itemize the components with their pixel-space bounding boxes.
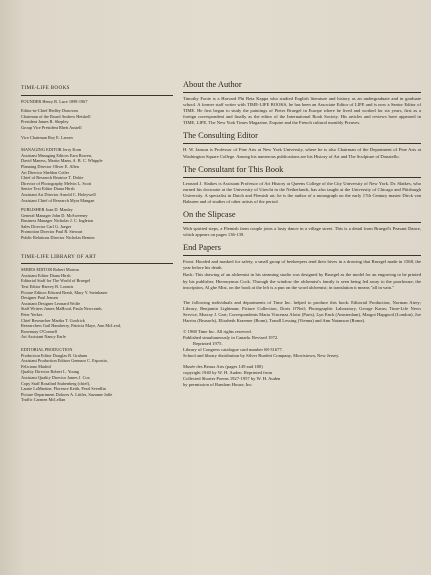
copyright-line: Published simultaneously in Canada. Revised 1972. — [183, 335, 279, 341]
staff-line: Promotion Director Paul R. Stewart — [21, 229, 83, 235]
staff-line: Group Vice President Rhett Austell — [21, 124, 82, 130]
divider — [21, 95, 173, 96]
section-title: The Consultant for This Book — [183, 164, 284, 174]
staff-line: Public Relations Director Nicholas Benton — [21, 235, 95, 241]
credit-line: copyright 1940 by W. H. Auden. Reprinted from — [183, 369, 273, 375]
staff-line: Rosemary O'Connell — [21, 328, 57, 334]
staff-line: Peter Yerkes — [21, 312, 43, 317]
staff-line: Traffic Carmen McLellan — [21, 397, 66, 403]
consultant-section — [183, 165, 421, 205]
staff-group — [21, 347, 173, 403]
credits-column — [21, 86, 173, 403]
staff-group — [21, 147, 173, 203]
copyright-line: © 1968 Time Inc. All rights reserved. — [183, 329, 252, 335]
staff-line: Sales Director Carl G. Jaeger — [21, 223, 72, 229]
staff-group — [21, 267, 173, 340]
staff-line: President James R. Shepley — [21, 119, 69, 125]
copyright-line: Library of Congress catalogue card number 68-31677. — [183, 347, 283, 353]
staff-line: Copy Staff Rosalind Stubenberg (chief), — [21, 380, 91, 386]
staff-line: Senior Text Editor Diana Hirsh — [21, 186, 75, 192]
staff-line: MANAGING EDITOR Jerry Korn — [21, 147, 82, 153]
staff-line: Assistant Editor Diana Hirsh — [21, 272, 71, 278]
divider — [183, 92, 421, 93]
staff-line: Chairman of the Board Andrew Heiskell — [21, 113, 91, 119]
time-life-books-heading: TIME-LIFE BOOKS — [21, 85, 70, 91]
copyright-line: Reprinted 1975. — [193, 341, 223, 347]
end-papers-section — [183, 243, 421, 290]
staff-line: Chief of Research Beatrice T. Dobie — [21, 175, 84, 181]
credit-line: Collected Shorter Poems 1927-1957 by W. H. Auden — [183, 375, 281, 381]
staff-line: Production Editor Douglas B. Graham — [21, 352, 87, 358]
staff-line: Feliciano Madrid — [21, 363, 51, 369]
staff-line: Business Manager Nicholas J. C. Ingleton — [21, 218, 94, 224]
staff-line: Picture Department Dolores A. Littles, Suzanne Jaffe — [21, 391, 113, 397]
staff-group — [21, 207, 173, 241]
section-title: About the Author — [183, 80, 242, 89]
staff-line: EDITORIAL PRODUCTION — [21, 346, 73, 352]
divider — [183, 177, 421, 178]
staff-line: Researchers Gail Hansberry, Patricia Maye, Ann McLeod, — [21, 323, 122, 329]
credit-line: Musée des Beaux Arts (pages 149 and 180) — [183, 363, 263, 369]
staff-line: Assistant Designer Leonard Wolfe — [21, 300, 81, 306]
staff-line: Editorial Staff for The World of Bruegel — [21, 278, 91, 284]
staff-line: Assistant Quality Director James J. Cox — [21, 374, 90, 380]
slipcase-section — [183, 210, 421, 238]
staff-line: Assistant Managing Editors Ezra Bowen, — [21, 152, 93, 158]
staff-line: Assistant Chief of Research Myra Mangan — [21, 197, 95, 203]
staff-line: Designer Paul Jensen — [21, 295, 58, 301]
section-text: Timothy Foote is a Harvard Phi Beta Kappa who studied English literature and history as an undergraduate and in graduate school. A former staff writer with TIME-LIFE BOOKS, he has been an Associate Editor of LIFE and is now a Senior Editor of TIME. He first began to study the paintings of Pieter Bruegel in Europe where he lived and worked for six years, first as a foreign correspondent and finally as the editor of the International Book Society. His articles and reviews have appeared in TIME, LIFE, The New York Times Magazine, Esquire and the French cultural monthly Preuves. — [183, 96, 421, 126]
staff-line: Chief Researcher Martha T. Goolrick — [21, 317, 85, 323]
library-of-art-staff — [21, 267, 173, 403]
staff-line: Vice Chairman Roy E. Larsen — [21, 134, 73, 140]
staff-line: Assistant Production Editors Gennaro C. Esposito, — [21, 358, 109, 364]
section-title: End Papers — [183, 243, 221, 253]
copyright-block — [183, 329, 421, 359]
staff-line: SERIES EDITOR Robert Morton — [21, 267, 79, 273]
about-author-section — [183, 80, 421, 126]
end-papers-front: Front: Hooded and masked for safety, a small group of beekeepers tend their hives in a drawing that Bruegel made in 1568, the year before his death. — [183, 259, 421, 271]
staff-line: Text Editor Harvey B. Loomis — [21, 284, 74, 290]
staff-line: PUBLISHER Joan D. Manley — [21, 207, 73, 213]
end-papers-back: Back: This drawing of an alchemist in his steaming studio was designed by Bruegel as the model for an engraving to be printed by his publisher, Hieronymus Cock. Through the window the alchemist's family is seen being led away to the poorhouse; the inscription, Al ghe Mist, on the book at the left is a pun on the word alchemist; in translation it means "all in vain." — [183, 272, 421, 290]
staff-line: Editor-in-Chief Hedley Donovan — [21, 108, 78, 114]
divider — [21, 263, 173, 264]
staff-line: Picture Editors Edward Brash, Mary Y. Steinbauer — [21, 289, 108, 295]
credit-line: by permission of Random House, Inc. — [183, 381, 253, 387]
section-text: With spirited steps, a Flemish farm couple joins a lusty dance in a village street. This is a detail from Bruegel's Peasant Dance, which appears on pages 136-139. — [183, 226, 421, 238]
section-title: The Consulting Editor — [183, 131, 258, 141]
staff-line: Art Director Sheldon Cotler — [21, 169, 70, 175]
staff-line: FOUNDER Henry R. Luce 1898-1967 — [21, 98, 88, 104]
divider — [183, 222, 421, 223]
main-column — [183, 80, 421, 392]
acknowledgments: The following individuals and departments of Time Inc. helped to produce this book: Editorial Production, Norman Airey; Library, Benjamin Lightman; Picture Collection, Doris O'Neil; Photographic Laboratory, George Karas; Time-Life News Service, Murray J. Gart; Correspondents Maria Vincenza Aloisi (Paris), Lyn Enck (Amsterdam), Margot Hapgood (London), Joe Harriss (Brussels), Elisabeth Kraemer (Bonn), Traudl Lessing (Vienna) and Ann Natanson (Rome). — [183, 299, 421, 323]
poem-credit-block — [183, 364, 421, 388]
staff-line: Quality Director Robert L. Young — [21, 369, 80, 375]
section-text: H. W. Janson is Professor of Fine Arts at New York University, where he is also Chairman of the Department of Fine Arts at Washington Square College. Among his numerous publications are his History of Art and The Sculpture of Donatello. — [183, 147, 421, 159]
copyright-line: School and library distribution by Silver Burdett Company, Morristown, New Jersey. — [183, 353, 340, 359]
staff-line: Director of Photography Melvin L. Scott — [21, 180, 92, 186]
library-of-art-heading: TIME-LIFE LIBRARY OF ART — [21, 253, 97, 260]
divider — [183, 255, 421, 256]
staff-line: Planning Director Oliver E. Allen — [21, 163, 79, 169]
section-text: Leonard J. Slatkes is Assistant Professor of Art History at Queens College of the City University of New York. Dr. Slatkes, who earned his doctorate at the University of Utrecht in the Netherlands, has also taught at the University of Chicago and Pittsburgh University. A specialist in Dutch and Flemish art, he is the author of a monograph on the early 17th Century master Dirck van Baburen and of studies of other artists of the period. — [183, 180, 421, 204]
staff-line: David Maness, Martin Mann, A. B. C. Whipple — [21, 158, 103, 164]
divider — [183, 143, 421, 144]
consulting-editor-section — [183, 131, 421, 159]
staff-line: Staff Writers James MaHood, Paula Newcomb, — [21, 306, 103, 312]
staff-line: Laurie LaMartine, Florence Keith, Pearl Sverdlin — [21, 386, 106, 392]
staff-line: General Manager John D. McSweeney — [21, 212, 88, 218]
staff-line: Art Assistant Nancy Earle — [21, 334, 66, 340]
section-title: On the Slipcase — [183, 210, 236, 220]
time-life-books-staff — [21, 99, 173, 241]
staff-group — [21, 108, 173, 130]
staff-line: Assistant Art Director Arnold C. Holeywell — [21, 191, 96, 197]
